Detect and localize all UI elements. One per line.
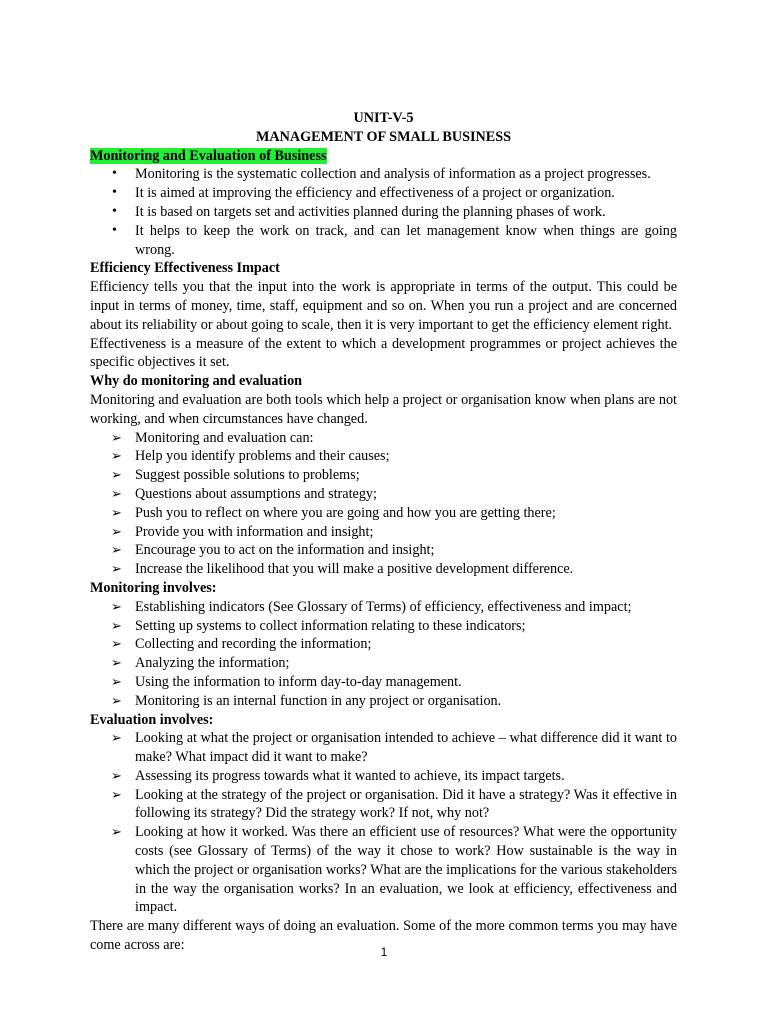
arrow-bullet-icon: ➢ [111,429,122,445]
list-item [90,729,677,767]
list-item [90,598,677,617]
list-item-text: Increase the likelihood that you will make a positive development difference. [135,561,574,578]
document-title: MANAGEMENT OF SMALL BUSINESS [255,128,512,145]
arrow-list-monitoring [90,598,677,711]
section-heading-evaluation-involves: Evaluation involves: [90,711,214,728]
arrow-bullet-icon: ➢ [111,448,122,464]
arrow-list-why [90,429,677,579]
unit-title: UNIT-V-5 [353,110,414,126]
arrow-bullet-icon: ➢ [111,598,122,614]
arrow-bullet-icon: ➢ [111,786,122,802]
list-item [90,466,677,485]
section-heading-why: Why do monitoring and evaluation [90,373,303,390]
list-item-text: Using the information to inform day-to-day management. [135,673,462,690]
list-item [90,165,677,184]
list-item [90,617,677,636]
list-item [90,673,677,692]
list-item [90,541,677,560]
list-item-text: Analyzing the information; [135,655,290,672]
list-item [90,447,677,466]
list-item-text: It helps to keep the work on track, and can let management know when things are going wrong. [135,222,677,258]
list-item [90,429,677,448]
highlighted-heading: Monitoring and Evaluation of Business [90,147,327,164]
list-item [90,767,677,786]
list-item [90,823,677,917]
list-item [90,222,677,260]
arrow-bullet-icon: ➢ [111,673,122,689]
bullet-list-monitoring [90,165,677,259]
list-item-text: Suggest possible solutions to problems; [135,467,360,484]
bullet-icon: • [112,203,117,219]
arrow-bullet-icon: ➢ [111,561,122,577]
list-item [90,560,677,579]
list-item-text: Monitoring is the systematic collection and analysis of information as a project progresses. [135,166,651,183]
arrow-bullet-icon: ➢ [111,542,122,558]
section-heading-monitoring-evaluation [90,147,677,166]
list-item-text: It is aimed at improving the efficiency and effectiveness of a project or organization. [135,185,615,202]
paragraph-why: Monitoring and evaluation are both tools which help a project or organisation know when plans are not working, and when circumstances have changed. [90,391,677,427]
list-item [90,786,677,824]
paragraph-closing: There are many different ways of doing an evaluation. Some of the more common terms you may have come across are: [90,918,677,954]
arrow-bullet-icon: ➢ [111,617,122,633]
paragraph-efficiency: Efficiency tells you that the input into the work is appropriate in terms of the output. This could be input in terms of money, time, staff, equipment and so on. When you run a project and are concerned about its reliability or about going to scale, then it is very important to get the efficiency element right. [90,279,677,333]
list-item [90,654,677,673]
arrow-bullet-icon: ➢ [111,636,122,652]
list-item-text: Assessing its progress towards what it wanted to achieve, its impact targets. [135,767,565,784]
arrow-bullet-icon: ➢ [111,504,122,520]
bullet-icon: • [112,222,117,238]
list-item [90,504,677,523]
list-item-text: Questions about assumptions and strategy; [135,485,377,502]
list-item-text: Encourage you to act on the information and insight; [135,542,435,559]
arrow-bullet-icon: ➢ [111,655,122,671]
arrow-bullet-icon: ➢ [111,692,122,708]
list-item-text: Monitoring is an internal function in any project or organisation. [135,692,502,709]
section-heading-efficiency: Efficiency Effectiveness Impact [90,260,280,277]
page-content [90,109,677,955]
list-item-text: Looking at what the project or organisation intended to achieve – what difference did it want to make? What impact did it want to make? [135,730,677,766]
list-item-text: Setting up systems to collect information relating to these indicators; [135,617,526,634]
list-item [90,692,677,711]
list-item-text: Help you identify problems and their causes; [135,448,390,465]
section-heading-monitoring-involves: Monitoring involves: [90,579,217,596]
list-item [90,203,677,222]
list-item-text: Provide you with information and insight; [135,523,374,540]
arrow-bullet-icon: ➢ [111,824,122,840]
list-item [90,523,677,542]
arrow-bullet-icon: ➢ [111,523,122,539]
list-item [90,485,677,504]
list-item-text: Looking at the strategy of the project or organisation. Did it have a strategy? Was it effective in following its strategy? Did the strategy work? If not, why not? [135,786,677,822]
arrow-bullet-icon: ➢ [111,730,122,746]
list-item-text: Collecting and recording the information; [135,636,372,653]
arrow-bullet-icon: ➢ [111,467,122,483]
list-item [90,184,677,203]
list-item [90,635,677,654]
bullet-icon: • [112,185,117,201]
list-item-text: Establishing indicators (See Glossary of Terms) of efficiency, effectiveness and impact; [135,598,632,615]
list-item-text: Monitoring and evaluation can: [135,429,314,446]
list-item-text: Looking at how it worked. Was there an efficient use of resources? What were the opportunity costs (see Glossary of Terms) of the way it chose to work? How sustainable is the way in which the project or organisation works? What are the implications for the various stakeholders in the way the organisation works? In an evaluation, we look at efficiency, effectiveness and impact. [135,824,677,916]
arrow-bullet-icon: ➢ [111,485,122,501]
page-number: 1 [380,945,388,959]
bullet-icon: • [112,166,117,182]
list-item-text: Push you to reflect on where you are going and how you are getting there; [135,504,556,521]
list-item-text: It is based on targets set and activities planned during the planning phases of work. [135,203,606,220]
arrow-bullet-icon: ➢ [111,767,122,783]
arrow-list-evaluation [90,729,677,917]
paragraph-effectiveness: Effectiveness is a measure of the extent to which a development programmes or project achieves the specific objectives it set. [90,335,677,371]
